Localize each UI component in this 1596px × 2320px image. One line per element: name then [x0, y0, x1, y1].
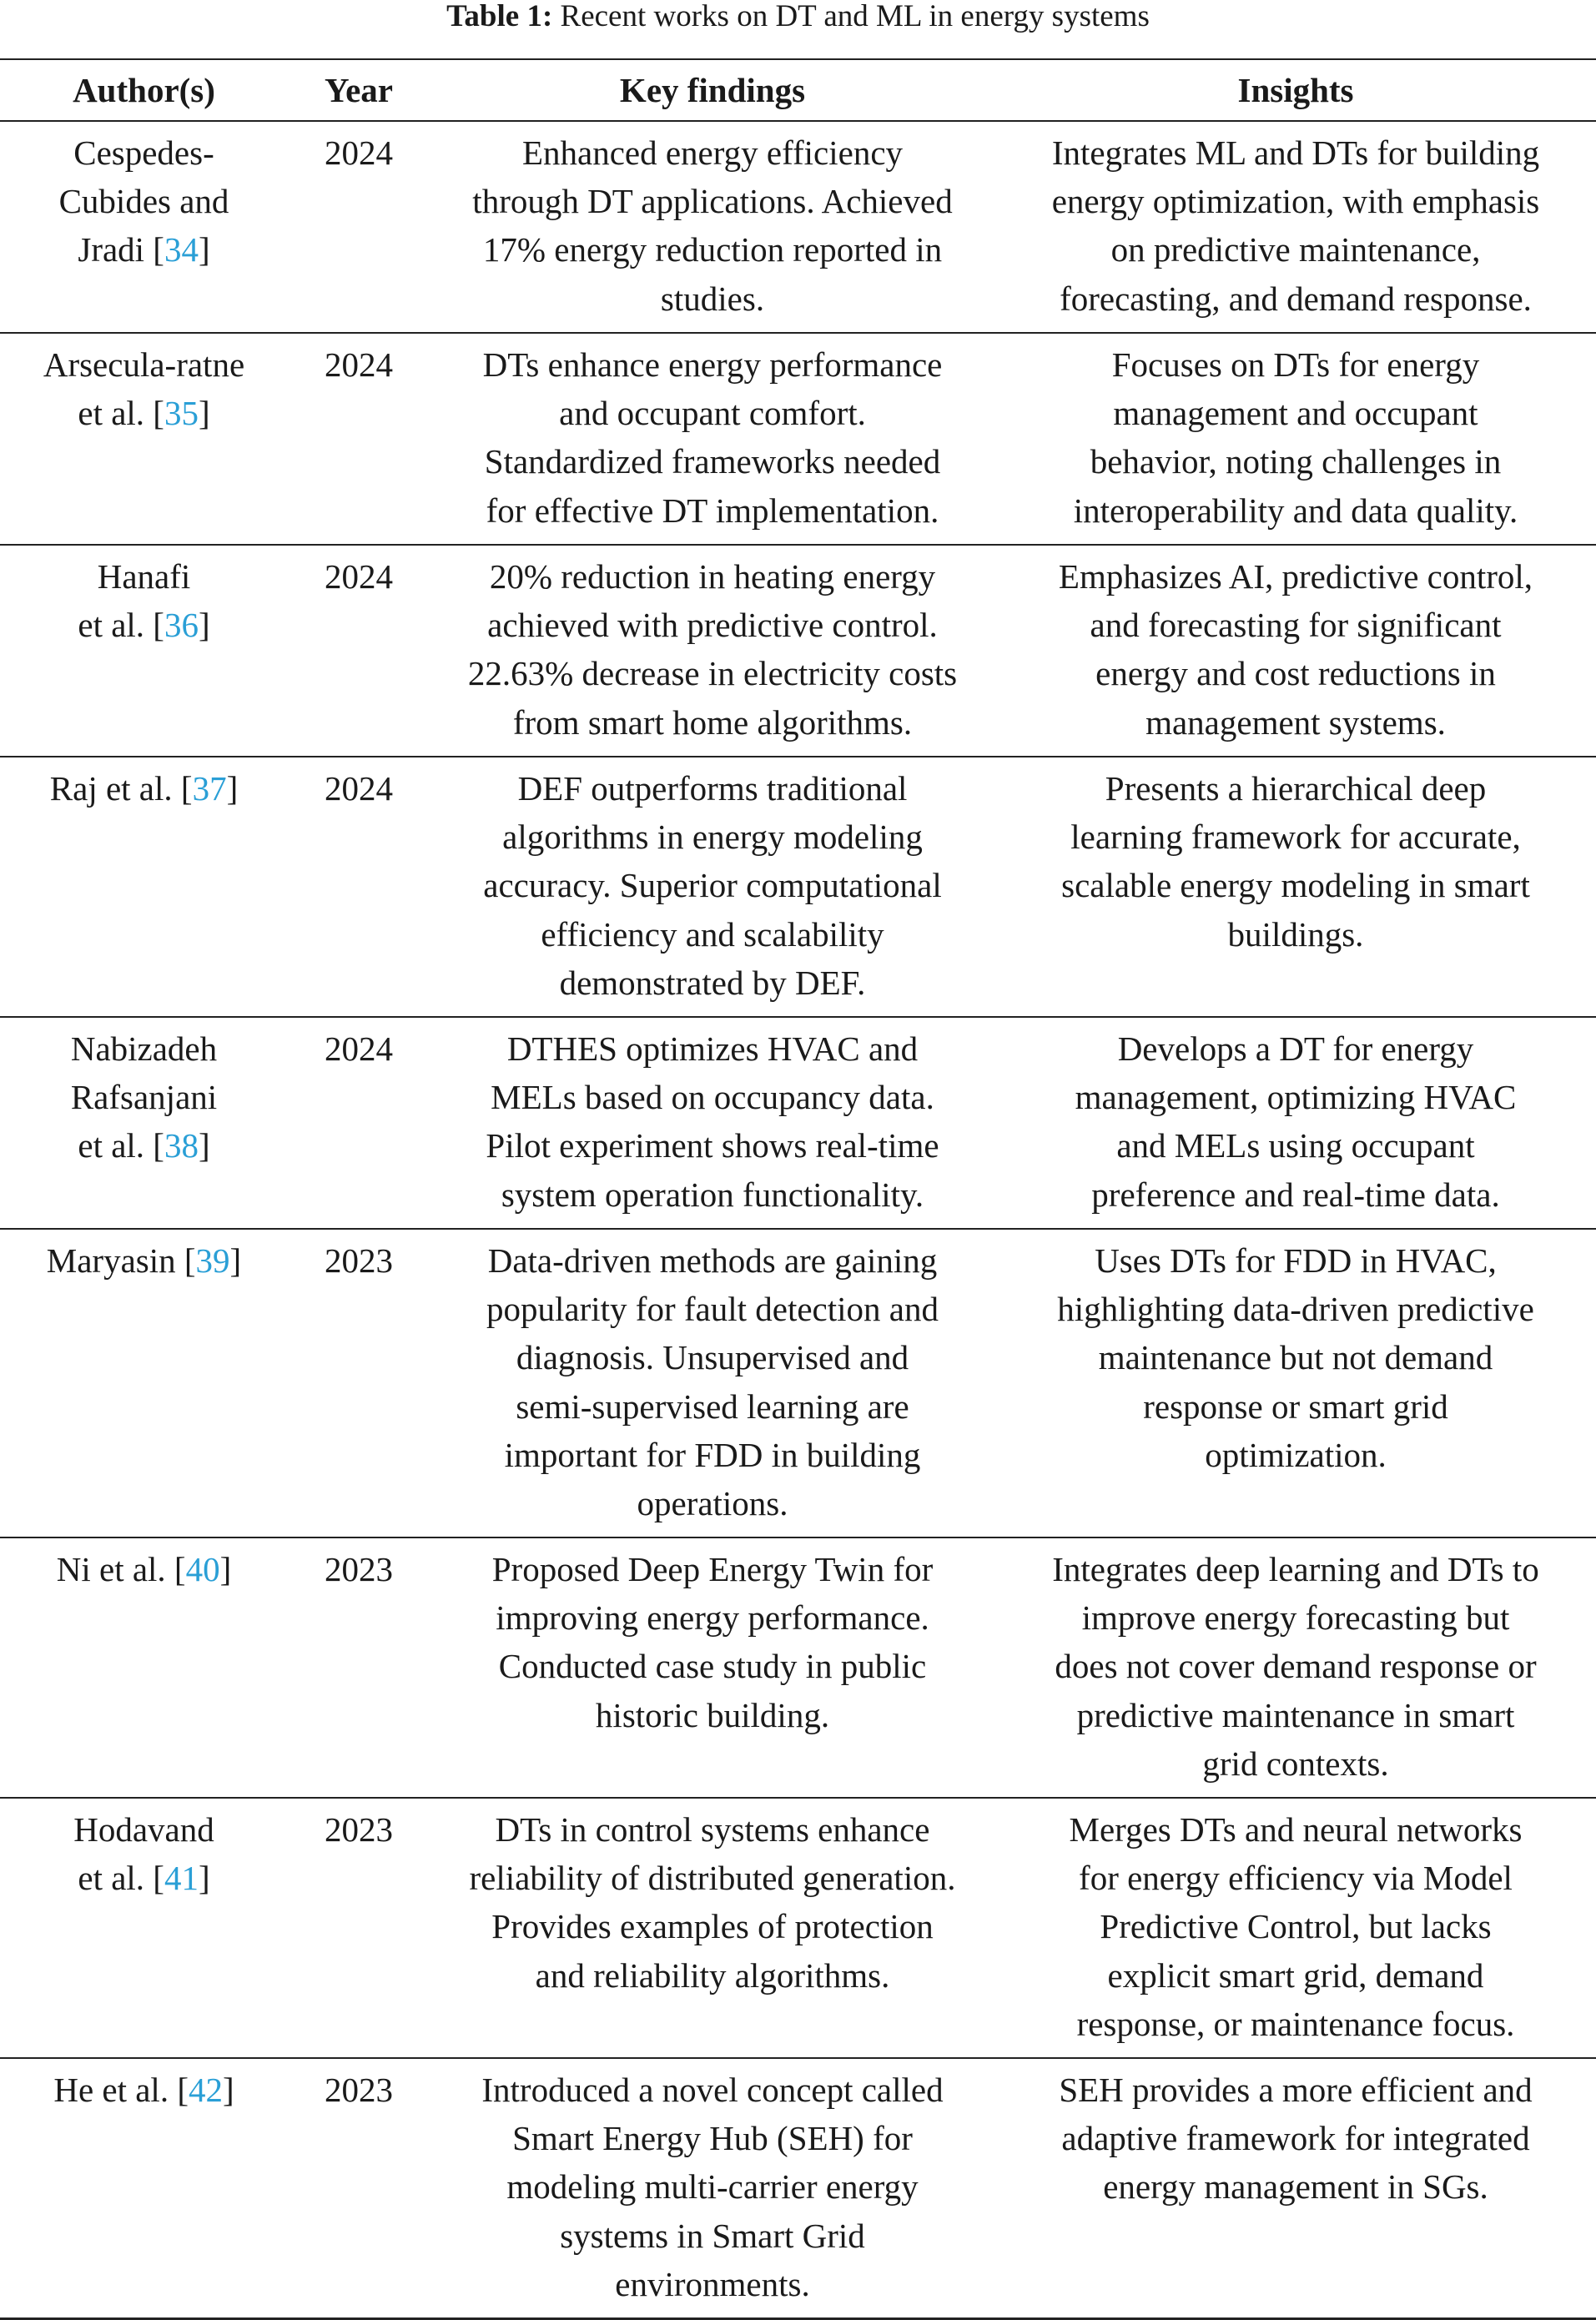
table-row [0, 1229, 1596, 1537]
cell-year: 2024 [288, 333, 430, 545]
citation-link[interactable]: 34 [164, 230, 199, 269]
citation-bracket: ] [226, 769, 239, 808]
table-caption-text: Recent works on DT and ML in energy systems [552, 0, 1150, 33]
cell-author [0, 1017, 288, 1229]
cell-insights: Emphasizes AI, predictive control, and forecasting for significant energy and cost reductions in management systems. [995, 545, 1596, 757]
cell-key-findings: DTHES optimizes HVAC and MELs based on occupancy data. Pilot experiment shows real-time system operation functionality. [430, 1017, 995, 1229]
citation-link[interactable]: 39 [195, 1241, 230, 1280]
cell-insights: Uses DTs for FDD in HVAC, highlighting data-driven predictive maintenance but not demand response or smart grid optimization. [995, 1229, 1596, 1537]
column-header-year: Year [288, 59, 430, 121]
cell-year: 2024 [288, 121, 430, 333]
cell-author [0, 757, 288, 1017]
cell-year: 2024 [288, 545, 430, 757]
cell-key-findings: 20% reduction in heating energy achieved with predictive control. 22.63% decrease in electricity costs from smart home algorithms. [430, 545, 995, 757]
table-row [0, 1017, 1596, 1229]
cell-key-findings: DTs in control systems enhance reliability of distributed generation. Provides examples of protection and reliability algorithms. [430, 1798, 995, 2058]
cell-key-findings: Data-driven methods are gaining popularity for fault detection and diagnosis. Unsupervised and semi-supervised learning are important for FDD in building operations. [430, 1229, 995, 1537]
citation-bracket: ] [219, 1550, 232, 1588]
cell-key-findings: DTs enhance energy performance and occupant comfort. Standardized frameworks needed for effective DT implementation. [430, 333, 995, 545]
author-name: Maryasin [ [46, 1241, 196, 1280]
author-name: Ni et al. [ [56, 1550, 186, 1588]
cell-key-findings: DEF outperforms traditional algorithms in energy modeling accuracy. Superior computational efficiency and scalability demonstrated by DEF. [430, 757, 995, 1017]
citation-link[interactable]: 38 [164, 1126, 199, 1165]
column-header-insights: Insights [995, 59, 1596, 121]
citation-link[interactable]: 41 [164, 1859, 199, 1898]
author-name: He et al. [ [53, 2071, 189, 2109]
citation-bracket: ] [198, 230, 210, 269]
column-header-key-findings: Key findings [430, 59, 995, 121]
citation-bracket: ] [198, 606, 210, 645]
cell-insights: Integrates ML and DTs for building energy optimization, with emphasis on predictive maintenance, forecasting, and demand response. [995, 121, 1596, 333]
table-row [0, 121, 1596, 333]
table-row [0, 757, 1596, 1017]
table-row [0, 333, 1596, 545]
author-name: Nabizadeh Rafsanjani et al. [ [70, 1029, 218, 1165]
table-row [0, 545, 1596, 757]
cell-insights: Presents a hierarchical deep learning framework for accurate, scalable energy modeling in smart buildings. [995, 757, 1596, 1017]
cell-key-findings: Proposed Deep Energy Twin for improving energy performance. Conducted case study in public historic building. [430, 1537, 995, 1798]
citation-link[interactable]: 42 [188, 2071, 223, 2109]
citation-link[interactable]: 37 [192, 769, 227, 808]
citation-bracket: ] [198, 1126, 210, 1165]
cell-year: 2024 [288, 1017, 430, 1229]
table-row [0, 2058, 1596, 2318]
cell-key-findings: Enhanced energy efficiency through DT applications. Achieved 17% energy reduction reported in studies. [430, 121, 995, 333]
cell-author [0, 1537, 288, 1798]
citation-bracket: ] [198, 394, 210, 433]
cell-year: 2023 [288, 2058, 430, 2318]
cell-author [0, 545, 288, 757]
table-row [0, 1537, 1596, 1798]
table-caption-label: Table 1: [446, 0, 553, 33]
cell-author [0, 121, 288, 333]
author-name: Cespedes- Cubides and Jradi [ [58, 133, 229, 269]
cell-insights: Merges DTs and neural networks for energy efficiency via Model Predictive Control, but lacks explicit smart grid, demand response, or maintenance focus. [995, 1798, 1596, 2058]
author-name: Raj et al. [ [49, 769, 193, 808]
cell-year: 2023 [288, 1798, 430, 2058]
energy-dt-ml-table [0, 58, 1596, 2320]
table-caption [0, 0, 1596, 35]
citation-bracket: ] [229, 1241, 242, 1280]
author-name: Arsecula-ratne et al. [ [43, 345, 245, 433]
cell-key-findings: Introduced a novel concept called Smart Energy Hub (SEH) for modeling multi-carrier energy systems in Smart Grid environments. [430, 2058, 995, 2318]
table-row [0, 1798, 1596, 2058]
author-name: Hanafi et al. [ [78, 557, 191, 645]
cell-author [0, 2058, 288, 2318]
cell-year: 2023 [288, 1229, 430, 1537]
cell-year: 2023 [288, 1537, 430, 1798]
author-name: Hodavand et al. [ [73, 1810, 214, 1898]
cell-insights: SEH provides a more efficient and adaptive framework for integrated energy management in SGs. [995, 2058, 1596, 2318]
cell-year: 2024 [288, 757, 430, 1017]
table-header-row [0, 59, 1596, 121]
citation-link[interactable]: 36 [164, 606, 199, 645]
citation-bracket: ] [198, 1859, 210, 1898]
cell-insights: Focuses on DTs for energy management and occupant behavior, noting challenges in interoperability and data quality. [995, 333, 1596, 545]
citation-link[interactable]: 35 [164, 394, 199, 433]
citation-bracket: ] [222, 2071, 234, 2109]
cell-author [0, 333, 288, 545]
cell-author [0, 1229, 288, 1537]
column-header-author: Author(s) [0, 59, 288, 121]
cell-author [0, 1798, 288, 2058]
cell-insights: Develops a DT for energy management, optimizing HVAC and MELs using occupant preference and real-time data. [995, 1017, 1596, 1229]
cell-insights: Integrates deep learning and DTs to improve energy forecasting but does not cover demand response or predictive maintenance in smart grid contexts. [995, 1537, 1596, 1798]
citation-link[interactable]: 40 [185, 1550, 220, 1588]
